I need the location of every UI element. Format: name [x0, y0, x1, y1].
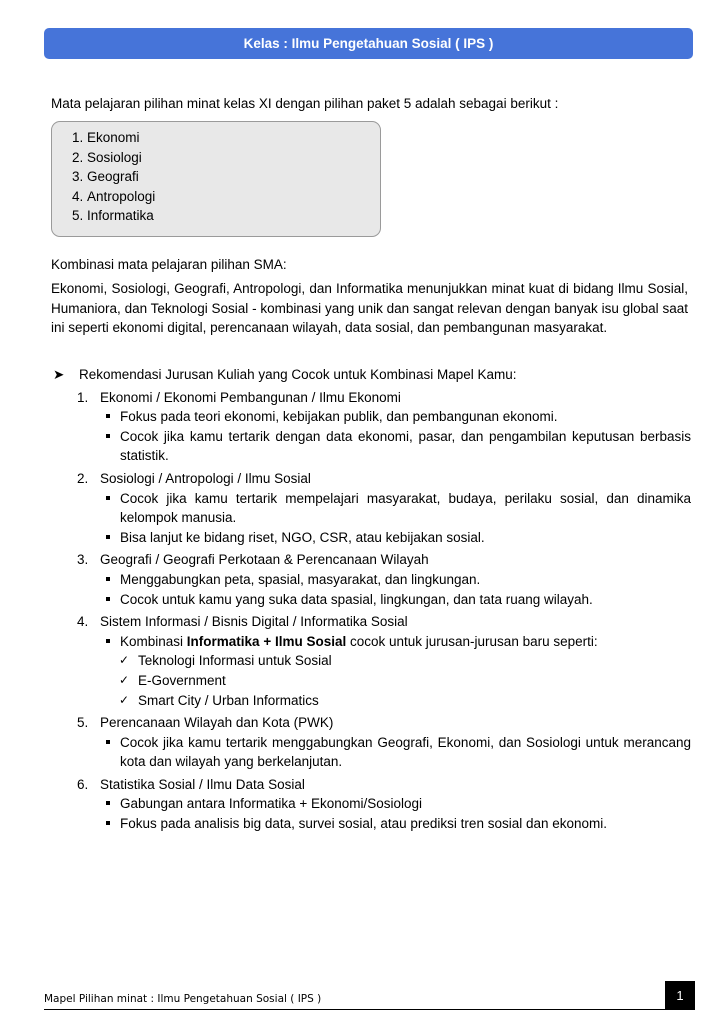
- major-item: [51, 550, 691, 570]
- subject-item: 2. Sosiologi: [87, 148, 380, 168]
- square-bullet-icon: [106, 577, 110, 581]
- major-points: [51, 407, 691, 466]
- square-bullet-icon: [106, 535, 110, 539]
- major-title: Perencanaan Wilayah dan Kota (PWK): [100, 715, 334, 731]
- major-title: Ekonomi / Ekonomi Pembangunan / Ilmu Ekonomi: [100, 389, 401, 405]
- major-title: Statistika Sosial / Ilmu Data Sosial: [100, 776, 305, 792]
- major-point: Menggabungkan peta, spasial, masyarakat, dan lingkungan.: [51, 570, 691, 590]
- major-point: Fokus pada analisis big data, survei sosial, atau prediksi tren sosial dan ekonomi.: [51, 814, 691, 834]
- page-number: 1: [665, 981, 695, 1010]
- checkmark-icon: ✓: [119, 653, 130, 668]
- combination-title: Kombinasi mata pelajaran pilihan SMA:: [51, 257, 287, 272]
- bold-text: Informatika + Ilmu Sosial: [186, 633, 347, 649]
- combination-paragraph: Ekonomi, Sosiologi, Geografi, Antropologi, dan Informatika menunjukkan minat kuat di bidang Ilmu Sosial, Humaniora, dan Teknologi Sosial - kombinasi yang unik dan sangat relevan dengan banyak isu global saat ini seperti ekonomi digital, perencanaan wilayah, data sosial, dan pembangunan masyarakat.: [51, 281, 688, 336]
- header-title-bar: [44, 28, 693, 59]
- arrow-bullet-icon: ➤: [53, 367, 65, 382]
- major-point: Cocok jika kamu tertarik mempelajari masyarakat, budaya, perilaku sosial, dan dinamika kelompok manusia.: [51, 489, 691, 528]
- major-points: [51, 570, 691, 609]
- major-title: Sistem Informasi / Bisnis Digital / Informatika Sosial: [100, 614, 408, 630]
- check-list: [51, 651, 691, 710]
- subject-item: 3. Geografi: [87, 167, 380, 187]
- major-item: [51, 713, 691, 733]
- major-item: [51, 388, 691, 408]
- major-points: [51, 489, 691, 548]
- check-item: ✓ E-Government: [51, 671, 691, 691]
- square-bullet-icon: [106, 434, 110, 438]
- major-number: 1.: [77, 389, 89, 405]
- subject-item: 1. Ekonomi: [87, 128, 380, 148]
- major-point: Cocok jika kamu tertarik dengan data ekonomi, pasar, dan pengambilan keputusan berbasis statistik.: [51, 427, 691, 466]
- intro-text: Mata pelajaran pilihan minat kelas XI dengan pilihan paket 5 adalah sebagai berikut :: [51, 96, 559, 111]
- square-bullet-icon: [106, 639, 110, 643]
- major-point: Bisa lanjut ke bidang riset, NGO, CSR, atau kebijakan sosial.: [51, 528, 691, 548]
- footer-text: Mapel Pilihan minat : Ilmu Pengetahuan Sosial ( IPS ): [44, 993, 322, 1005]
- major-item: [51, 612, 691, 632]
- major-item: [51, 775, 691, 795]
- footer-divider: [44, 1009, 695, 1010]
- subject-item: 5. Informatika: [87, 206, 380, 226]
- major-point: Fokus pada teori ekonomi, kebijakan publik, dan pembangunan ekonomi.: [51, 407, 691, 427]
- major-number: 3.: [77, 552, 89, 568]
- recommendation-heading-row: [51, 365, 691, 385]
- square-bullet-icon: [106, 496, 110, 500]
- major-number: 4.: [77, 614, 89, 630]
- square-bullet-icon: [106, 414, 110, 418]
- checkmark-icon: ✓: [119, 692, 130, 707]
- square-bullet-icon: [106, 740, 110, 744]
- square-bullet-icon: [106, 801, 110, 805]
- subject-list: [52, 122, 380, 226]
- check-item: ✓ Smart City / Urban Informatics: [51, 691, 691, 711]
- major-point: Kombinasi Informatika + Ilmu Sosial cocok untuk jurusan-jurusan baru seperti:: [51, 632, 691, 652]
- subject-list-box: [51, 121, 381, 237]
- major-item: [51, 469, 691, 489]
- major-title: Geografi / Geografi Perkotaan & Perencanaan Wilayah: [100, 552, 429, 568]
- major-number: 2.: [77, 470, 89, 486]
- major-number: 6.: [77, 776, 89, 792]
- major-point: Gabungan antara Informatika + Ekonomi/Sosiologi: [51, 794, 691, 814]
- major-points: [51, 632, 691, 652]
- subject-item: 4. Antropologi: [87, 187, 380, 207]
- square-bullet-icon: [106, 821, 110, 825]
- header-title: Kelas : Ilmu Pengetahuan Sosial ( IPS ): [243, 36, 494, 51]
- major-point: Cocok untuk kamu yang suka data spasial, lingkungan, dan tata ruang wilayah.: [51, 590, 691, 610]
- square-bullet-icon: [106, 597, 110, 601]
- checkmark-icon: ✓: [119, 672, 130, 687]
- major-title: Sosiologi / Antropologi / Ilmu Sosial: [100, 470, 311, 486]
- check-item: ✓ Teknologi Informasi untuk Sosial: [51, 651, 691, 671]
- major-number: 5.: [77, 715, 89, 731]
- recommendation-section: [51, 365, 691, 834]
- major-points: [51, 794, 691, 833]
- major-points: [51, 733, 691, 772]
- major-point: Cocok jika kamu tertarik menggabungkan Geografi, Ekonomi, dan Sosiologi untuk merancang kota dan wilayah yang berkelanjutan.: [51, 733, 691, 772]
- recommendation-heading: Rekomendasi Jurusan Kuliah yang Cocok untuk Kombinasi Mapel Kamu:: [79, 367, 517, 382]
